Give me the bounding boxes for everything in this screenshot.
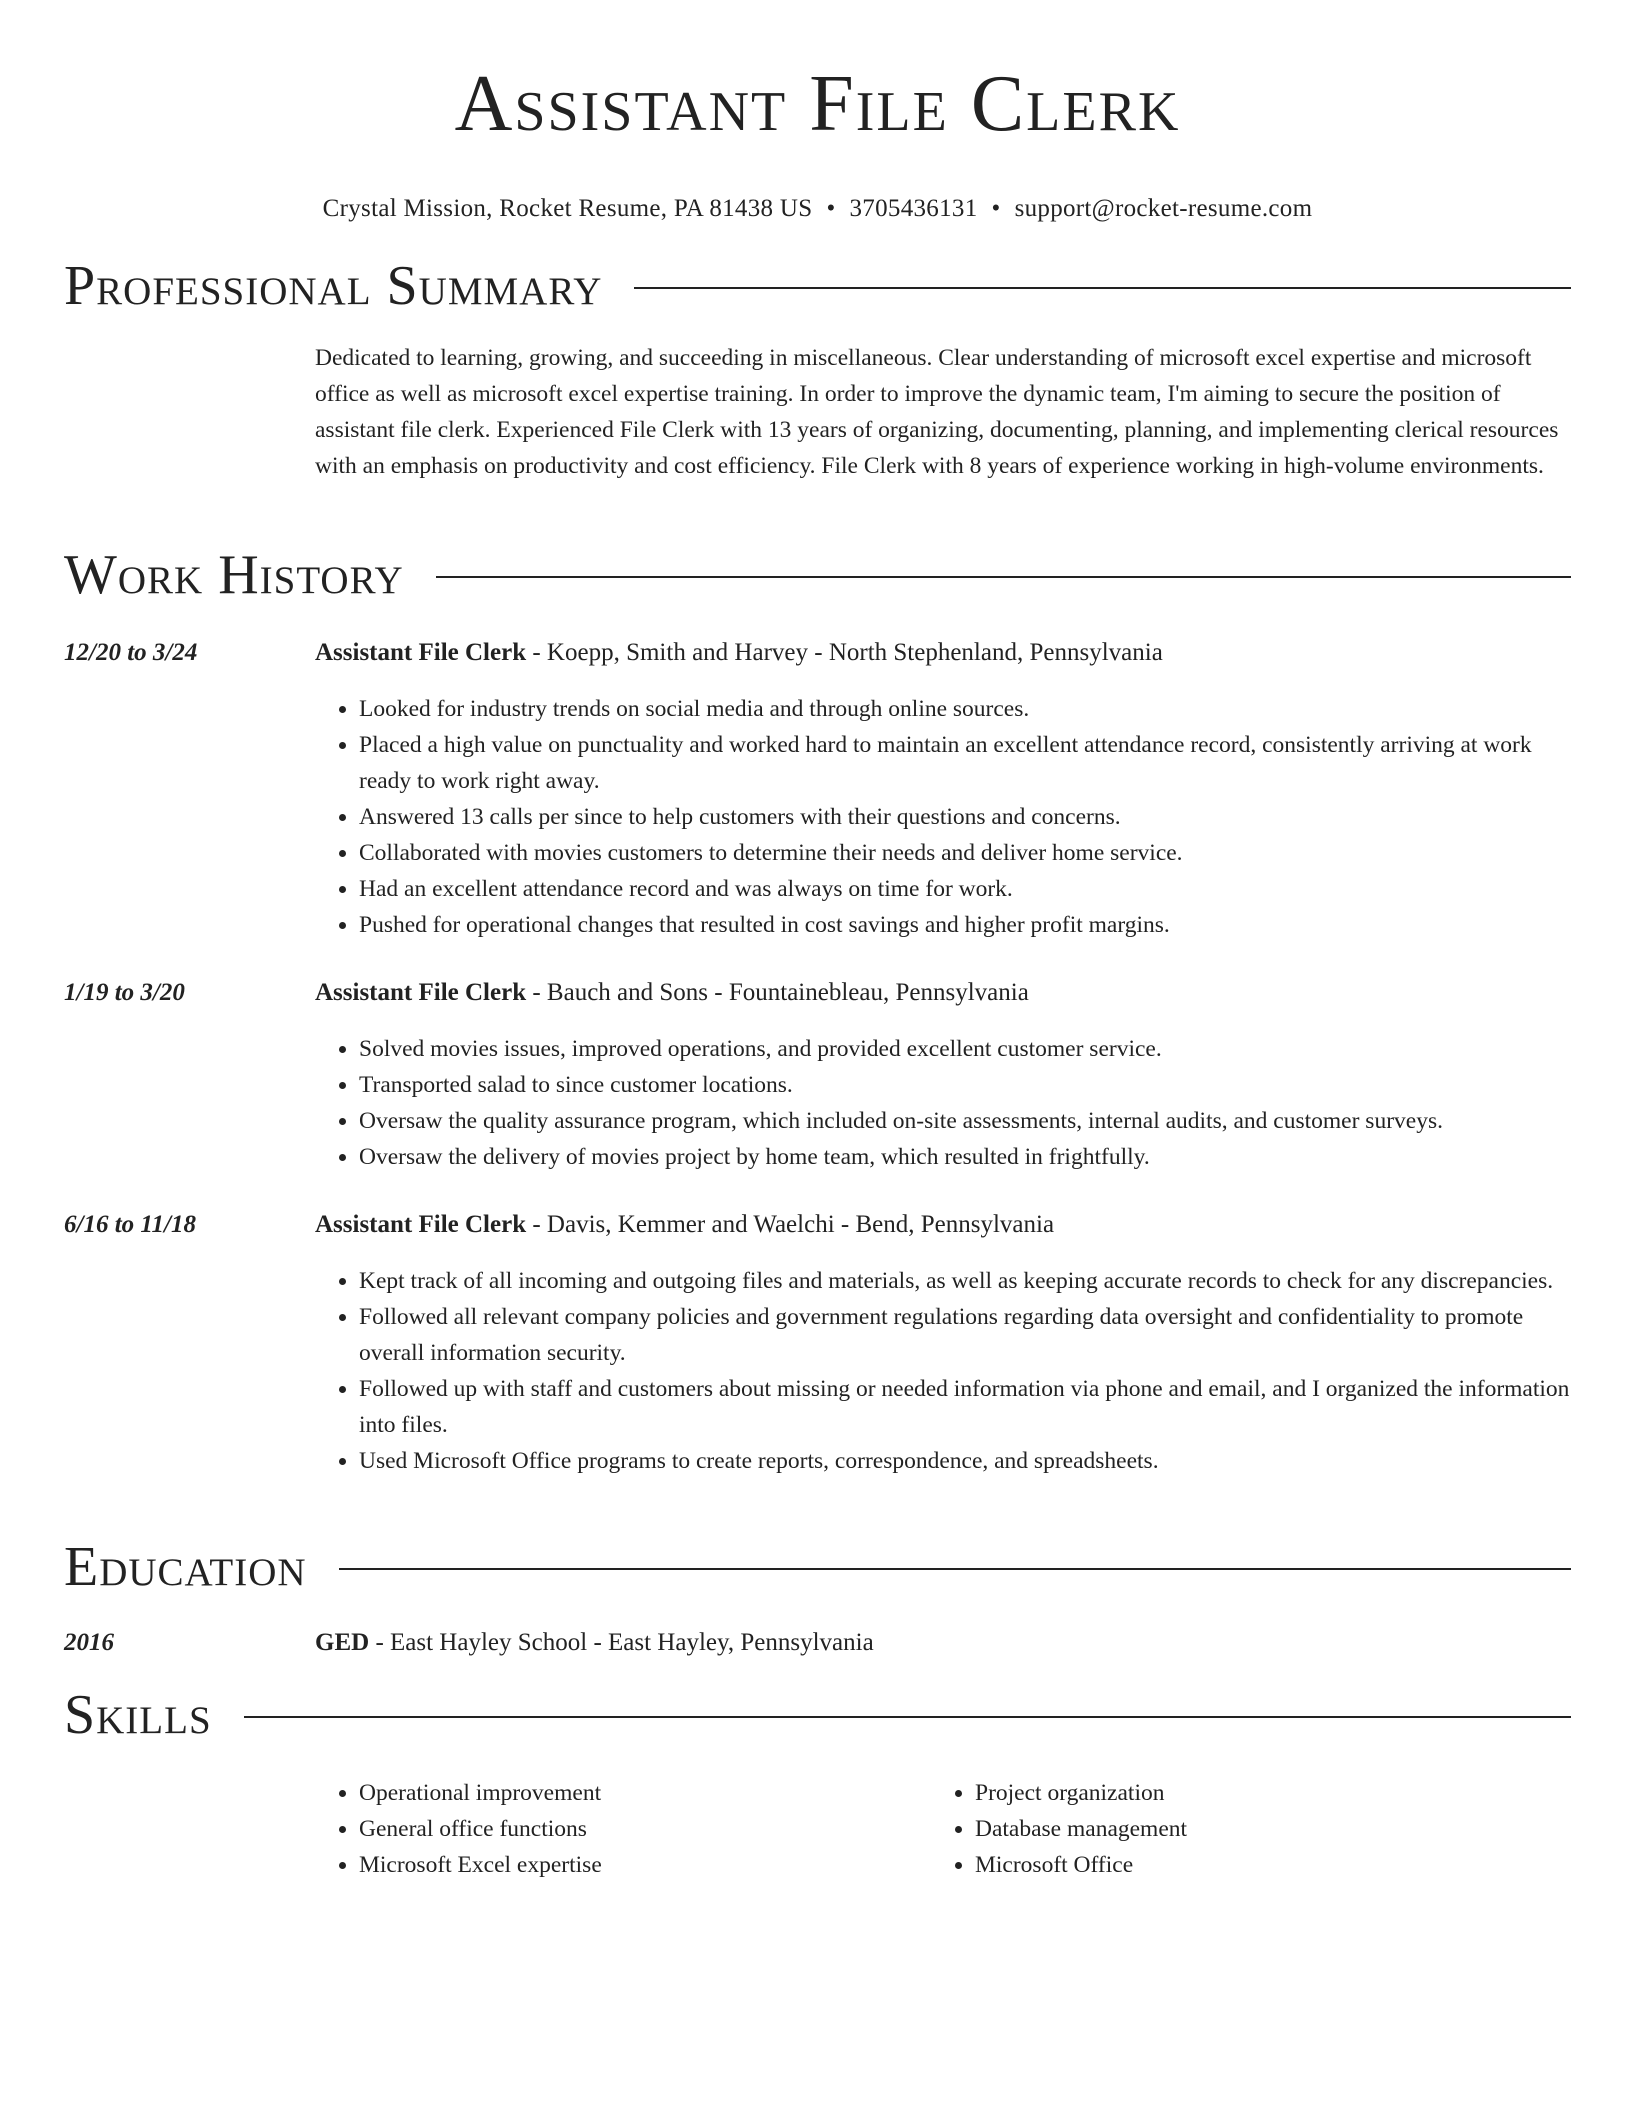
section-divider xyxy=(339,1568,1571,1570)
job-header xyxy=(64,1209,1571,1241)
skill-item: • General office functions xyxy=(359,1811,931,1847)
job-heading xyxy=(315,637,1571,669)
list-item: • Followed all relevant company policies and government regulations regarding data oversight and confidentiality to promote overall information security. xyxy=(359,1299,1571,1371)
summary-text: Dedicated to learning, growing, and succeeding in miscellaneous. Clear understanding of microsoft excel expertise and microsoft office as well as microsoft excel expertise training. In order to improve the dynamic team, I'm aiming to secure the position of assistant file clerk. Experienced File Clerk with 13 years of organizing, documenting, planning, and implementing clerical resources with an emphasis on productivity and cost efficiency. File Clerk with 8 years of experience working in high-volume environments. xyxy=(315,345,1559,479)
job-employer: - Bauch and Sons - Fountainebleau, Pennsylvania xyxy=(526,979,1029,1006)
skill-item: • Microsoft Office xyxy=(975,1847,1547,1883)
contact-line xyxy=(64,194,1571,224)
job-entry xyxy=(64,977,1571,1175)
list-item: • Looked for industry trends on social media and through online sources. xyxy=(359,691,1571,727)
skills-list-right xyxy=(931,1775,1547,1883)
list-item: • Kept track of all incoming and outgoing files and materials, as well as keeping accurate records to check for any discrepancies. xyxy=(359,1263,1571,1299)
job-title: Assistant File Clerk xyxy=(315,1211,527,1238)
list-item: • Followed up with staff and customers about missing or needed information via phone and email, and I organized the information into files. xyxy=(359,1371,1571,1443)
list-item: • Oversaw the quality assurance program, which included on-site assessments, internal audits, and customer surveys. xyxy=(359,1103,1571,1139)
section-divider xyxy=(436,576,1571,578)
job-header xyxy=(64,637,1571,669)
job-dates: 6/16 to 11/18 xyxy=(64,1211,196,1238)
education-degree: GED xyxy=(315,1629,370,1656)
section-title-education: Education xyxy=(64,1536,307,1598)
education-school: - East Hayley School - East Hayley, Pennsylvania xyxy=(369,1629,874,1656)
address: Crystal Mission, Rocket Resume, PA 81438 US xyxy=(322,195,813,222)
education-year: 2016 xyxy=(64,1629,114,1656)
skills-section xyxy=(64,1683,1571,1883)
email: support@rocket-resume.com xyxy=(1014,195,1313,222)
phone: 3705436131 xyxy=(849,195,978,222)
skill-item: • Project organization xyxy=(975,1775,1547,1811)
list-item: • Pushed for operational changes that resulted in cost savings and higher profit margins. xyxy=(359,907,1571,943)
list-item: • Used Microsoft Office programs to create reports, correspondence, and spreadsheets. xyxy=(359,1443,1571,1479)
resume-page xyxy=(64,0,1571,1878)
work-history-section xyxy=(64,543,1571,1479)
section-header xyxy=(64,1535,1571,1599)
list-item: • Transported salad to since customer locations. xyxy=(359,1067,1571,1103)
job-entry xyxy=(64,637,1571,943)
section-title-skills: Skills xyxy=(64,1684,212,1746)
section-title-summary: Professional Summary xyxy=(64,255,603,317)
job-employer: - Koepp, Smith and Harvey - North Stephenland, Pennsylvania xyxy=(526,639,1163,666)
section-header xyxy=(64,543,1571,607)
job-bullets xyxy=(315,1263,1571,1479)
skills-columns xyxy=(315,1775,1571,1883)
separator: • xyxy=(826,195,836,222)
list-item: • Answered 13 calls per since to help customers with their questions and concerns. xyxy=(359,799,1571,835)
job-dates: 12/20 to 3/24 xyxy=(64,639,198,666)
section-header xyxy=(64,254,1571,318)
job-employer: - Davis, Kemmer and Waelchi - Bend, Pennsylvania xyxy=(526,1211,1055,1238)
section-header xyxy=(64,1683,1571,1747)
education-entry xyxy=(64,1627,1571,1659)
education-heading xyxy=(315,1627,1571,1659)
skills-list-left xyxy=(315,1775,931,1883)
list-item: • Had an excellent attendance record and was always on time for work. xyxy=(359,871,1571,907)
section-title-work: Work History xyxy=(64,544,404,606)
education-section xyxy=(64,1535,1571,1659)
job-dates: 1/19 to 3/20 xyxy=(64,979,185,1006)
section-divider xyxy=(634,287,1571,289)
separator: • xyxy=(991,195,1001,222)
list-item: • Placed a high value on punctuality and worked hard to maintain an excellent attendance record, consistently arriving at work ready to work right away. xyxy=(359,727,1571,799)
job-header xyxy=(64,977,1571,1009)
job-title: Assistant File Clerk xyxy=(315,979,527,1006)
job-title: Assistant File Clerk xyxy=(315,639,527,666)
skill-item: • Database management xyxy=(975,1811,1547,1847)
list-item: • Collaborated with movies customers to determine their needs and deliver home service. xyxy=(359,835,1571,871)
skill-item: • Operational improvement xyxy=(359,1775,931,1811)
section-divider xyxy=(244,1716,1571,1718)
job-heading xyxy=(315,1209,1571,1241)
skill-item: • Microsoft Excel expertise xyxy=(359,1847,931,1883)
job-bullets xyxy=(315,1031,1571,1175)
list-item: • Solved movies issues, improved operations, and provided excellent customer service. xyxy=(359,1031,1571,1067)
candidate-name: Assistant File Clerk xyxy=(454,60,1181,148)
job-heading xyxy=(315,977,1571,1009)
list-item: • Oversaw the delivery of movies project by home team, which resulted in frightfully. xyxy=(359,1139,1571,1175)
summary-section xyxy=(64,254,1571,484)
job-entry xyxy=(64,1209,1571,1479)
job-bullets xyxy=(315,691,1571,943)
